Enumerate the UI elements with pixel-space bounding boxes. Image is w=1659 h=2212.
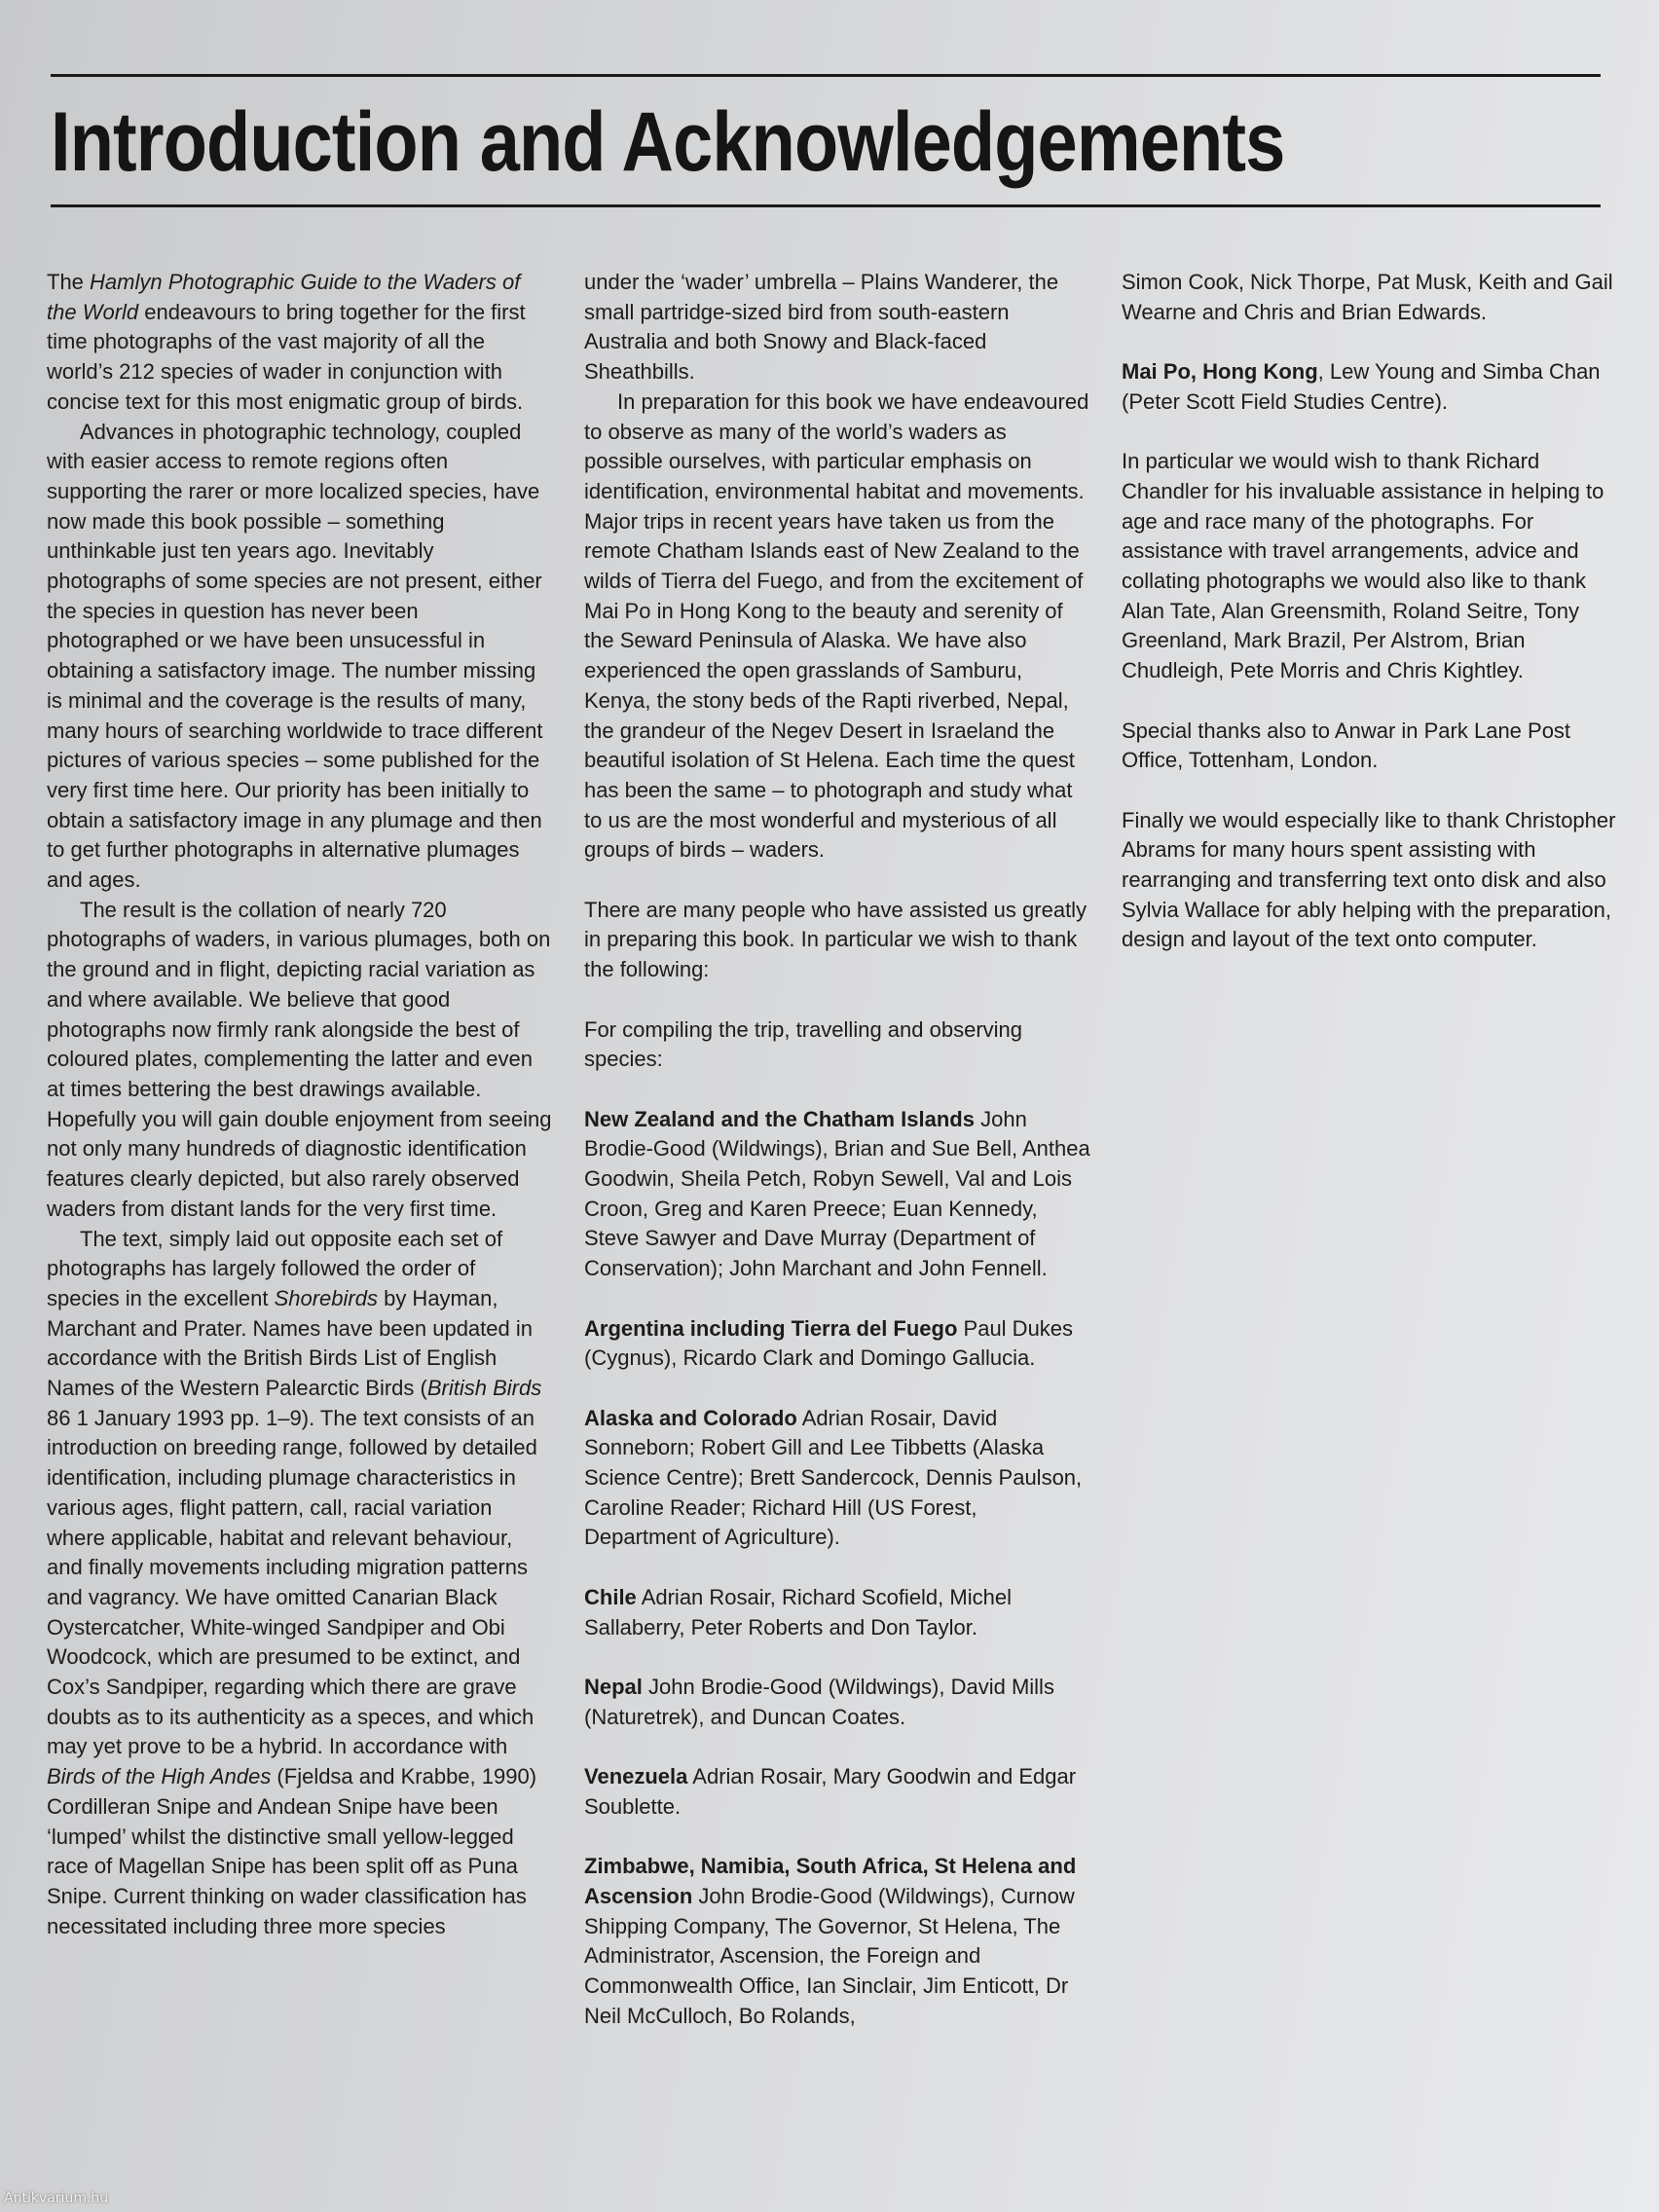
ack-continued: Simon Cook, Nick Thorpe, Pat Musk, Keith and Gail Wearne and Chris and Brian Edwards. bbox=[1122, 270, 1613, 324]
ack-argentina: Argentina including Tierra del Fuego Paul Dukes (Cygnus), Ricardo Clark and Domingo Gallucia. bbox=[584, 1315, 1074, 1371]
intro-paragraph: The Hamlyn Photographic Guide to the Waders of the World endeavours to bring together for the first time photographs of the vast majority of all the world’s 212 species of wader in conjunction with concise text for this most enigmatic group of birds. bbox=[47, 270, 526, 414]
ack-zimbabwe: Zimbabwe, Namibia, South Africa, St Helena and Ascension John Brodie-Good (Wildwings), Curnow Shipping Company, The Governor, St Helena, The Administrator, Ascension, the Foreign and Commonwealth Office, Ian Sinclair, Jim Enticott, Dr Neil McCulloch, Bo Rolands, bbox=[584, 1854, 1077, 2028]
thanks-intro-paragraph: There are many people who have assisted us greatly in preparing this book. In particular we wish to thank the following: bbox=[584, 897, 1088, 982]
page-title: Introduction and Acknowledgements bbox=[51, 95, 1285, 189]
column-2 bbox=[584, 268, 1090, 2031]
ack-chile: Chile Adrian Rosair, Richard Scofield, Michel Sallaberry, Peter Roberts and Don Taylor. bbox=[584, 1584, 1012, 1640]
wader-umbrella-paragraph: under the ‘wader’ umbrella – Plains Wanderer, the small partridge-sized bird from south-eastern Australia and both Snowy and Black-faced Sheathbills. bbox=[584, 270, 1059, 385]
text-layout-paragraph: The text, simply laid out opposite each set of photographs has largely followed the order of species in the excellent Shorebirds by Hayman, Marchant and Prater. Names have been updated in accordance with the British Birds List of English Names of the Western Palearctic Birds (British Birds 86 1 January 1993 pp. 1–9). The text consists of an introduction on breeding range, followed by detailed identification, including plumage characteristics in various ages, flight pattern, call, racial variation where applicable, habitat and relevant behaviour, and finally movements including migration patterns and vagrancy. We have omitted Canarian Black Oystercatcher, White-winged Sandpiper and Obi Woodcock, which are presumed to be extinct, and Cox’s Sandpiper, regarding which there are grave doubts as to its authenticity as a speces, and which may yet prove to be a hybrid. In accordance with Birds of the High Andes (Fjeldsa and Krabbe, 1990) Cordilleran Snipe and Andean Snipe have been ‘lumped’ whilst the distinctive small yellow-legged race of Magellan Snipe has been split off as Puna Snipe. Current thinking on wader classification has necessitated including three more species bbox=[47, 1226, 542, 1938]
result-paragraph: The result is the collation of nearly 720 photographs of waders, in various plumages, both on the ground and in flight, depicting racial variation as and where available. We believe that good photographs now firmly rank alongside the best of coloured plates, complementing the latter and even at times bettering the best drawings available. Hopefully you will gain double enjoyment from seeing not only many hundreds of diagnostic identification features clearly depicted, but also rarely observed waders from distant lands for the very first time. bbox=[47, 897, 552, 1221]
ack-venezuela: Venezuela Adrian Rosair, Mary Goodwin and Edgar Soublette. bbox=[584, 1764, 1077, 1819]
column-1 bbox=[47, 268, 553, 1941]
title-bottom-rule bbox=[51, 204, 1601, 207]
column-3 bbox=[1122, 268, 1628, 955]
ack-alaska: Alaska and Colorado Adrian Rosair, David Sonneborn; Robert Gill and Lee Tibbetts (Alaska Science Centre); Brett Sandercock, Dennis Paulson, Caroline Reader; Richard Hill (US Forest, Department of Agriculture). bbox=[584, 1405, 1083, 1550]
ack-nepal: Nepal John Brodie-Good (Wildwings), David Mills (Naturetrek), and Duncan Coates. bbox=[584, 1674, 1054, 1729]
thanks-chandler-paragraph: In particular we would wish to thank Richard Chandler for his invaluable assistance in helping to age and race many of the photographs. For assistance with travel arrangements, advice and collating photographs we would also like to thank Alan Tate, Alan Greensmith, Roland Seitre, Tony Greenland, Mark Brazil, Per Alstrom, Brian Chudleigh, Pete Morris and Chris Kightley. bbox=[1122, 449, 1604, 683]
preparation-paragraph: In preparation for this book we have endeavoured to observe as many of the world’s waders as possible ourselves, with particular emphasis on identification, environmental habitat and movements. Major trips in recent years have taken us from the remote Chatham Islands east of New Zealand to the wilds of Tierra del Fuego, and from the excitement of Mai Po in Hong Kong to the beauty and serenity of the Seward Peninsula of Alaska. We have also experienced the open grasslands of Samburu, Kenya, the stony beds of the Rapti riverbed, Nepal, the grandeur of the Negev Desert in Israeland the beautiful isolation of St Helena. Each time the quest has been the same – to photograph and study what to us are the most wonderful and mysterious of all groups of birds – waders. bbox=[584, 388, 1089, 863]
top-rule bbox=[51, 74, 1601, 77]
watermark: Antikvarium.hu bbox=[4, 2191, 109, 2206]
advances-paragraph: Advances in photographic technology, coupled with easier access to remote regions often supporting the rarer or more localized species, have now made this book possible – something unthinkable just ten years ago. Inevitably photographs of some species are not present, either the species in question has never been photographed or we have been unsucessful in obtaining a satisfactory image. The number missing is minimal and the coverage is the results of many, many hours of searching worldwide to trace different pictures of various species – some published for the very first time here. Our priority has been initially to obtain a satisfactory image in any plumage and then to get further photographs in alternative plumages and ages. bbox=[47, 419, 543, 893]
thanks-abrams-paragraph: Finally we would especially like to thank Christopher Abrams for many hours spent assisting with rearranging and transferring text onto disk and also Sylvia Wallace for ably helping with the preparation, design and layout of the text onto computer. bbox=[1122, 807, 1616, 952]
ack-mai-po: Mai Po, Hong Kong, Lew Young and Simba Chan (Peter Scott Field Studies Centre). bbox=[1122, 359, 1601, 414]
compiling-paragraph: For compiling the trip, travelling and observing species: bbox=[584, 1016, 1023, 1072]
thanks-anwar-paragraph: Special thanks also to Anwar in Park Lane Post Office, Tottenham, London. bbox=[1122, 718, 1571, 773]
ack-new-zealand: New Zealand and the Chatham Islands John Brodie-Good (Wildwings), Brian and Sue Bell, Anthea Goodwin, Sheila Petch, Robyn Sewell, Val and Lois Croon, Greg and Karen Preece; Euan Kennedy, Steve Sawyer and Dave Murray (Department of Conservation); John Marchant and John Fennell. bbox=[584, 1106, 1090, 1281]
